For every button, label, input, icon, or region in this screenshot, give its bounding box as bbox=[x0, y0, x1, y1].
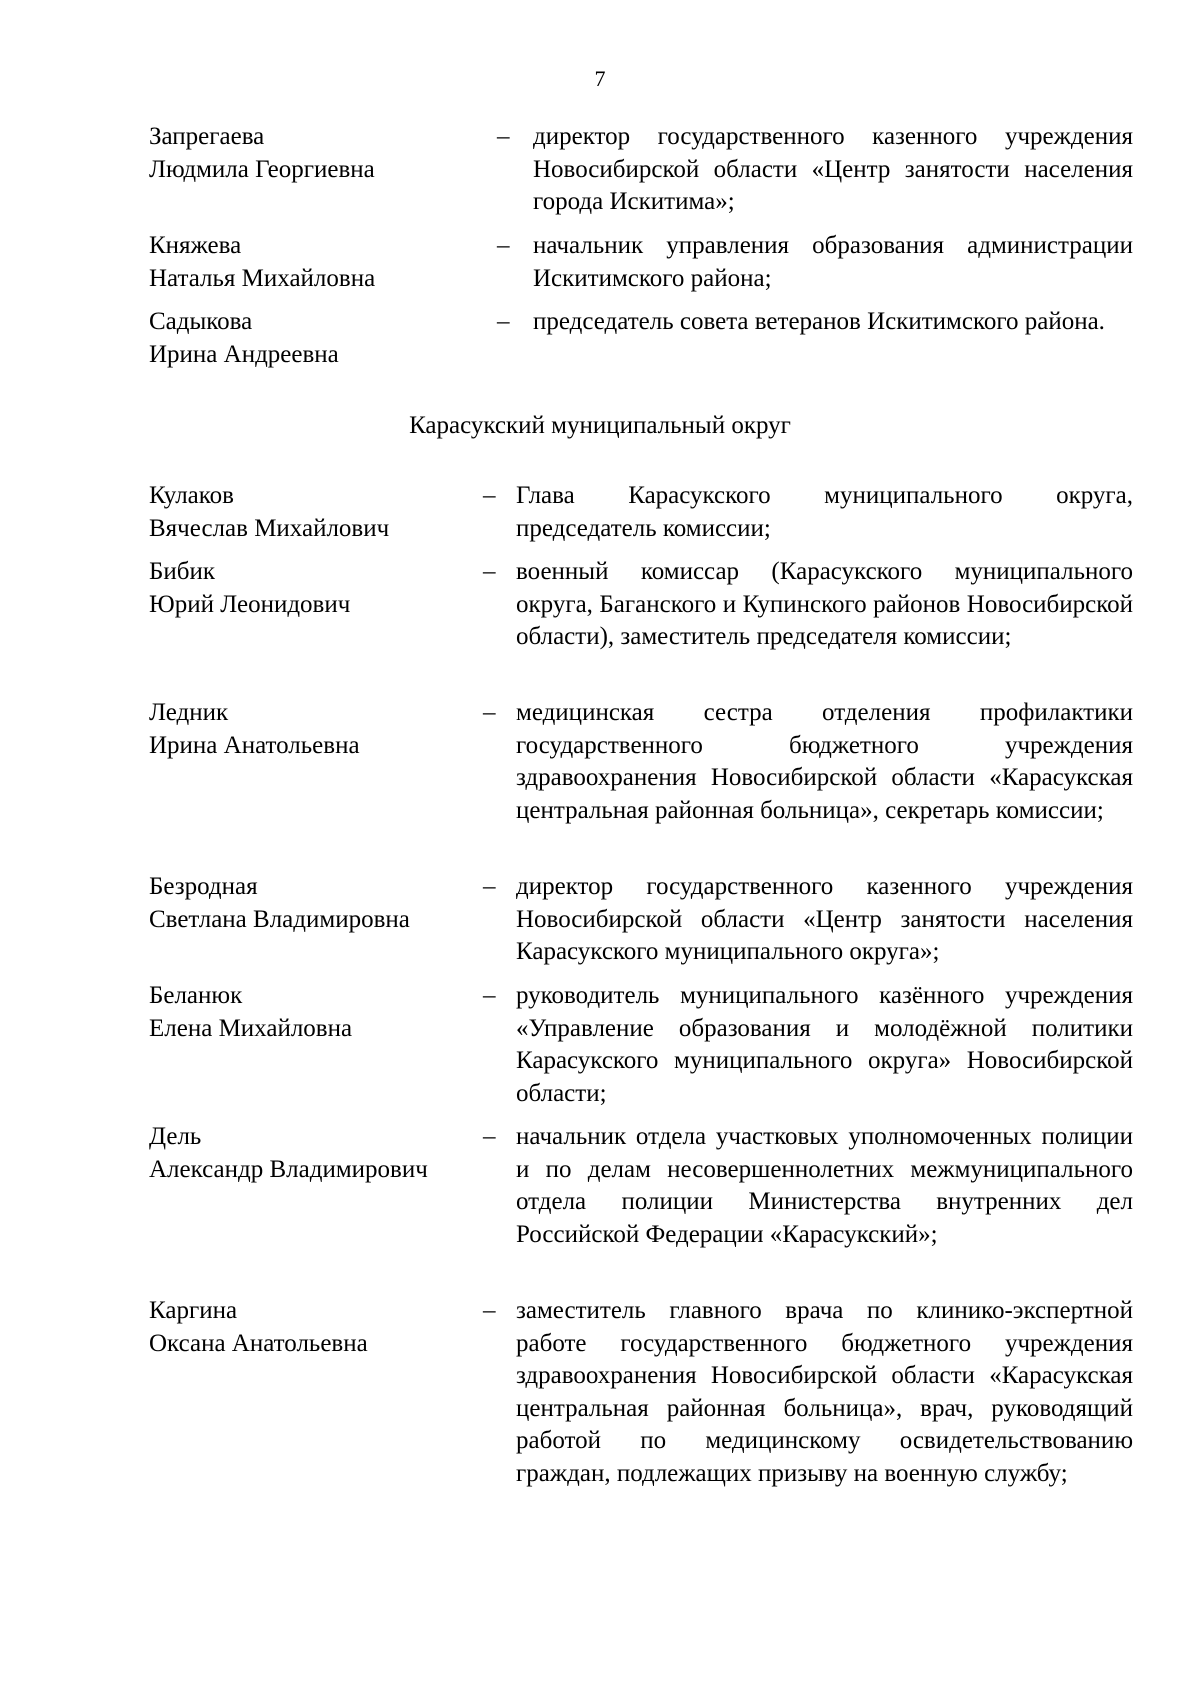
member-given-names: Наталья Михайловна bbox=[149, 264, 376, 292]
member-name bbox=[149, 306, 479, 371]
member-position: Глава Карасукского муниципального округа, председатель комиссии; bbox=[516, 482, 1133, 542]
member-name bbox=[149, 556, 479, 621]
member-given-names: Людмила Георгиевна bbox=[149, 155, 375, 183]
member-position: военный комиссар (Карасукского муниципального округа, Баганского и Купинского районов Новосибирской области), заместитель председателя комиссии; bbox=[516, 558, 1133, 650]
member-name bbox=[149, 121, 479, 186]
member-position: директор государственного казенного учреждения Новосибирской области «Центр занятости населения города Искитима»; bbox=[533, 123, 1133, 215]
member-given-names: Светлана Владимировна bbox=[149, 905, 410, 933]
separator-dash: – bbox=[483, 1123, 496, 1150]
section-heading: Карасукский муниципальный округ bbox=[409, 412, 791, 439]
separator-dash: – bbox=[483, 982, 496, 1009]
member-given-names: Ирина Анатольевна bbox=[149, 731, 360, 759]
separator-dash: – bbox=[483, 1297, 496, 1324]
page-number: 7 bbox=[594, 66, 606, 91]
member-name bbox=[149, 871, 479, 936]
member-given-names: Юрий Леонидович bbox=[149, 590, 351, 618]
member-position: заместитель главного врача по клинико-экспертной работе государственного бюджетного учреждения здравоохранения Новосибирской области «Карасукская центральная районная больница», врач, руководящий работой по медицинскому освидетельствованию граждан, подлежащих призыву на военную службу; bbox=[516, 1297, 1133, 1487]
member-surname: Ледник bbox=[149, 699, 229, 726]
member-name bbox=[149, 1295, 479, 1360]
member-surname: Беланюк bbox=[149, 982, 243, 1009]
member-surname: Бибик bbox=[149, 558, 215, 585]
member-name bbox=[149, 480, 479, 545]
member-surname: Кулаков bbox=[149, 482, 234, 509]
member-name bbox=[149, 1121, 479, 1186]
separator-dash: – bbox=[497, 123, 510, 150]
separator-dash: – bbox=[483, 482, 496, 509]
member-given-names: Ирина Андреевна bbox=[149, 340, 339, 368]
member-surname: Запрегаева bbox=[149, 123, 265, 150]
separator-dash: – bbox=[483, 558, 496, 585]
member-position: начальник управления образования администрации Искитимского района; bbox=[533, 232, 1133, 292]
member-position: начальник отдела участковых уполномоченных полиции и по делам несовершеннолетних межмуниципального отдела полиции Министерства внутренних дел Российской Федерации «Карасукский»; bbox=[516, 1123, 1133, 1248]
separator-dash: – bbox=[497, 232, 510, 259]
member-given-names: Оксана Анатольевна bbox=[149, 1329, 368, 1357]
member-surname: Безродная bbox=[149, 873, 258, 900]
member-position: медицинская сестра отделения профилактики государственного бюджетного учреждения здравоохранения Новосибирской области «Карасукская центральная районная больница», секретарь комиссии; bbox=[516, 699, 1133, 824]
member-position: руководитель муниципального казённого учреждения «Управление образования и молодёжной политики Карасукского муниципального округа» Новосибирской области; bbox=[516, 982, 1133, 1107]
separator-dash: – bbox=[483, 699, 496, 726]
member-surname: Каргина bbox=[149, 1297, 238, 1324]
member-surname: Дель bbox=[149, 1123, 202, 1150]
member-name bbox=[149, 230, 479, 295]
separator-dash: – bbox=[483, 873, 496, 900]
member-given-names: Александр Владимирович bbox=[149, 1155, 428, 1183]
member-name bbox=[149, 980, 479, 1045]
member-given-names: Вячеслав Михайлович bbox=[149, 514, 390, 542]
member-position: директор государственного казенного учреждения Новосибирской области «Центр занятости населения Карасукского муниципального округа»; bbox=[516, 873, 1133, 965]
separator-dash: – bbox=[497, 308, 510, 335]
member-surname: Княжева bbox=[149, 232, 242, 259]
member-position: председатель совета ветеранов Искитимского района. bbox=[533, 308, 1105, 335]
member-given-names: Елена Михайловна bbox=[149, 1014, 353, 1042]
member-name bbox=[149, 697, 479, 762]
member-surname: Садыкова bbox=[149, 308, 253, 335]
